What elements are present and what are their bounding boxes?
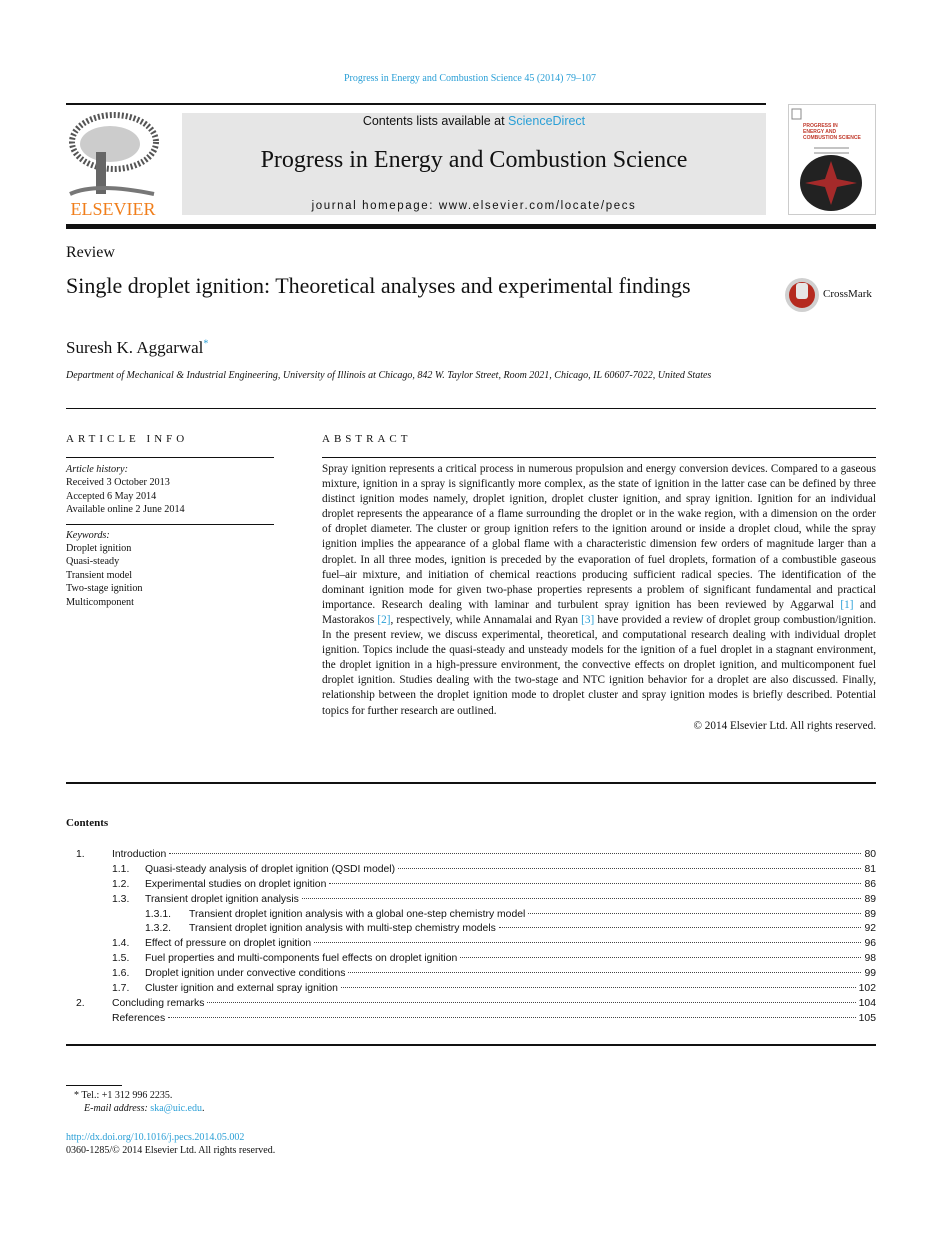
toc-page: 89 <box>864 893 876 905</box>
journal-homepage[interactable]: journal homepage: www.elsevier.com/locate/pecs <box>311 200 637 212</box>
contents-heading: Contents <box>66 817 109 829</box>
abstract-rule <box>322 457 876 458</box>
toc-title[interactable]: Transient droplet ignition analysis <box>145 893 299 905</box>
toc-item[interactable] <box>66 953 876 968</box>
journal-header <box>182 113 766 215</box>
toc-leader-dots <box>207 1002 855 1003</box>
toc-leader-dots <box>314 942 861 943</box>
toc-item[interactable] <box>66 923 876 938</box>
toc-number: 1.3.2. <box>145 923 171 935</box>
crossmark-button[interactable] <box>784 277 884 313</box>
reference-link[interactable]: [2] <box>377 613 391 626</box>
toc-leader-dots <box>528 913 861 914</box>
abstract-text: and Mastorakos <box>322 598 877 626</box>
abstract-text: Spray ignition represents a critical process in numerous propulsion and energy conversion devices. Compared to a gaseous mixture, ignition in a spray is significantly more complex, as the state of ignition in the latter case can be defined by three distinct ignition modes namely, droplet ignition, droplet cluster ignition, and spray ignition. Ignition for an individual droplet represents the appearance of a flame surrounding the droplet or in the wake region, with a dimension on the order of droplet diameter. The cluster or group ignition refers to the ignition around or inside a droplet cloud, while the spray ignition implies the appearance of a global flame with a characteristic dimension few orders of magnitude larger than a droplet. In all three modes, ignition is preceded by the evaporation of fuel droplets, formation of a combustible gaseous fuel–air mixture, and initiation of chemical reactions producing sufficient radical species. The identification of the dominant ignition mode for given two-phase properties represents a problem of significant fundamental and practical importance. Research dealing with laminar and turbulent spray ignition has been reviewed by Aggarwal <box>322 463 876 611</box>
toc-number: 1.1. <box>112 863 130 875</box>
issn: 0360-1285/© 2014 Elsevier Ltd. All rights reserved. <box>66 1145 276 1156</box>
footnote <box>66 1089 205 1115</box>
keyword: Transient model <box>66 569 133 581</box>
elsevier-logo <box>66 112 160 218</box>
toc-page: 102 <box>858 983 876 995</box>
keyword: Quasi-steady <box>66 556 120 568</box>
article-info-heading: ARTICLE INFO <box>66 433 189 445</box>
toc-title[interactable]: Fuel properties and multi-components fuel effects on droplet ignition <box>145 953 458 965</box>
toc-title[interactable]: Quasi-steady analysis of droplet ignition (QSDI model) <box>145 863 396 875</box>
toc-page: 98 <box>864 953 876 965</box>
toc-leader-dots <box>348 972 861 973</box>
toc-page: 86 <box>864 878 876 890</box>
contents-end-rule <box>66 1044 876 1046</box>
elsevier-tree-icon <box>66 112 160 218</box>
toc-item[interactable] <box>66 1013 876 1028</box>
toc-item[interactable] <box>66 983 876 998</box>
toc-item[interactable] <box>66 894 876 909</box>
email-link[interactable]: ska@uic.edu <box>150 1103 202 1114</box>
keywords-label: Keywords: <box>66 524 274 542</box>
toc-item[interactable] <box>66 968 876 983</box>
toc-number: 2. <box>76 997 85 1009</box>
toc-number: 1.5. <box>112 953 130 965</box>
article-info <box>66 463 274 609</box>
toc-title[interactable]: Introduction <box>112 849 167 860</box>
journal-citation[interactable]: Progress in Energy and Combustion Science 45 (2014) 79–107 <box>343 73 596 84</box>
article-title: Single droplet ignition: Theoretical analyses and experimental findings <box>66 273 691 298</box>
abstract-end-rule <box>66 782 876 784</box>
reference-link[interactable]: [1] <box>840 598 854 611</box>
toc-leader-dots <box>168 1017 856 1018</box>
top-rule <box>66 103 766 105</box>
contents-available <box>182 114 766 128</box>
abstract-heading: ABSTRACT <box>322 433 412 445</box>
toc-page: 104 <box>858 997 876 1009</box>
svg-text:PROGRESS IN: PROGRESS IN <box>803 123 838 129</box>
keyword: Droplet ignition <box>66 543 132 555</box>
toc-item[interactable] <box>66 998 876 1013</box>
copyright: © 2014 Elsevier Ltd. All rights reserved. <box>693 719 876 732</box>
toc-leader-dots <box>341 987 856 988</box>
toc-page: 92 <box>864 923 876 935</box>
svg-text:COMBUSTION SCIENCE: COMBUSTION SCIENCE <box>803 135 861 141</box>
journal-cover <box>788 104 876 215</box>
email-end: . <box>202 1103 205 1114</box>
info-rule <box>66 457 274 458</box>
footnote-tel: * Tel.: +1 312 996 2235. <box>74 1090 173 1101</box>
crossmark-label: CrossMark <box>823 288 872 300</box>
toc-number: 1.6. <box>112 968 130 980</box>
toc-item[interactable] <box>66 849 876 864</box>
affiliation: Department of Mechanical & Industrial Engineering, University of Illinois at Chicago, 842 W. Taylor Street, Room 2021, Chicago, IL 60607-7022, United States <box>66 370 712 381</box>
toc-number: 1.4. <box>112 938 130 950</box>
sciencedirect-link[interactable]: ScienceDirect <box>508 114 586 128</box>
elsevier-wordmark: ELSEVIER <box>70 199 156 218</box>
toc-title[interactable]: Effect of pressure on droplet ignition <box>145 938 312 950</box>
keyword: Multicomponent <box>66 596 134 608</box>
toc-item[interactable] <box>66 938 876 953</box>
toc-number: 1.3.1. <box>145 908 171 920</box>
section-rule <box>66 408 876 409</box>
toc-page: 96 <box>864 938 876 950</box>
article-type: Review <box>66 244 115 261</box>
toc-number: 1.2. <box>112 878 130 890</box>
toc-item[interactable] <box>66 909 876 924</box>
header-thick-rule <box>66 224 876 229</box>
toc-item[interactable] <box>66 864 876 879</box>
toc-page: 80 <box>864 849 876 860</box>
toc-page: 89 <box>864 908 876 920</box>
abstract-text: , respectively, while Annamalai and Ryan <box>390 613 582 626</box>
abstract-body <box>322 462 876 734</box>
toc-page: 105 <box>858 1012 876 1024</box>
journal-name: Progress in Energy and Combustion Science <box>260 147 688 173</box>
table-of-contents <box>66 849 876 1028</box>
toc-title[interactable]: Transient droplet ignition analysis with multi-step chemistry models <box>189 923 496 935</box>
history-received: Received 3 October 2013 <box>66 477 170 489</box>
toc-title[interactable]: References <box>112 1012 166 1024</box>
keyword: Two-stage ignition <box>66 583 143 595</box>
contents-prefix: Contents lists available at <box>362 114 509 128</box>
reference-link[interactable]: [3] <box>581 613 595 626</box>
toc-leader-dots <box>460 957 861 958</box>
author-footnote-mark[interactable]: * <box>203 338 209 350</box>
toc-item[interactable] <box>66 879 876 894</box>
toc-title[interactable]: Droplet ignition under convective conditions <box>145 968 346 980</box>
toc-page: 99 <box>864 968 876 980</box>
toc-title[interactable]: Experimental studies on droplet ignition <box>145 878 327 890</box>
history-accepted: Accepted 6 May 2014 <box>66 490 157 502</box>
toc-leader-dots <box>169 853 861 854</box>
svg-text:ENERGY AND: ENERGY AND <box>803 129 837 135</box>
toc-title[interactable]: Concluding remarks <box>112 997 205 1009</box>
toc-leader-dots <box>499 927 862 928</box>
doi-block <box>66 1131 275 1157</box>
author <box>66 338 208 358</box>
cover-image-icon <box>789 105 875 214</box>
doi-link[interactable]: http://dx.doi.org/10.1016/j.pecs.2014.05.002 <box>66 1132 245 1143</box>
toc-number: 1.7. <box>112 983 130 995</box>
toc-leader-dots <box>302 898 862 899</box>
abstract-text: have provided a review of droplet group combustion/ignition. In the present review, we discuss experimental, theoretical, and computational research dealing with individual droplet ignition. Topics include the quasi-steady and unsteady models for the ignition of a fuel droplet in a stagnant environment, the droplet ignition in a high-pressure environment, the convective effects on droplet ignition, and multicomponent fuel droplet ignition. Studies dealing with the two-stage and NTC ignition behavior for a droplet are also discussed. Finally, relationship between the droplet ignition mode to droplet cluster and spray ignition modes is briefly described. Potential topics for further research are outlined. <box>322 613 876 717</box>
toc-title[interactable]: Transient droplet ignition analysis with a global one-step chemistry model <box>189 908 526 920</box>
toc-leader-dots <box>398 868 861 869</box>
toc-number: 1.3. <box>112 893 130 905</box>
history-online: Available online 2 June 2014 <box>66 504 185 516</box>
email-label: E-mail address: <box>84 1103 151 1114</box>
toc-title[interactable]: Cluster ignition and external spray ignition <box>145 983 338 995</box>
toc-leader-dots <box>329 883 861 884</box>
history-label: Article history: <box>66 464 128 475</box>
author-name: Suresh K. Aggarwal <box>66 338 204 357</box>
footnote-rule <box>66 1085 122 1086</box>
toc-number: 1. <box>76 849 85 860</box>
toc-page: 81 <box>864 863 876 875</box>
